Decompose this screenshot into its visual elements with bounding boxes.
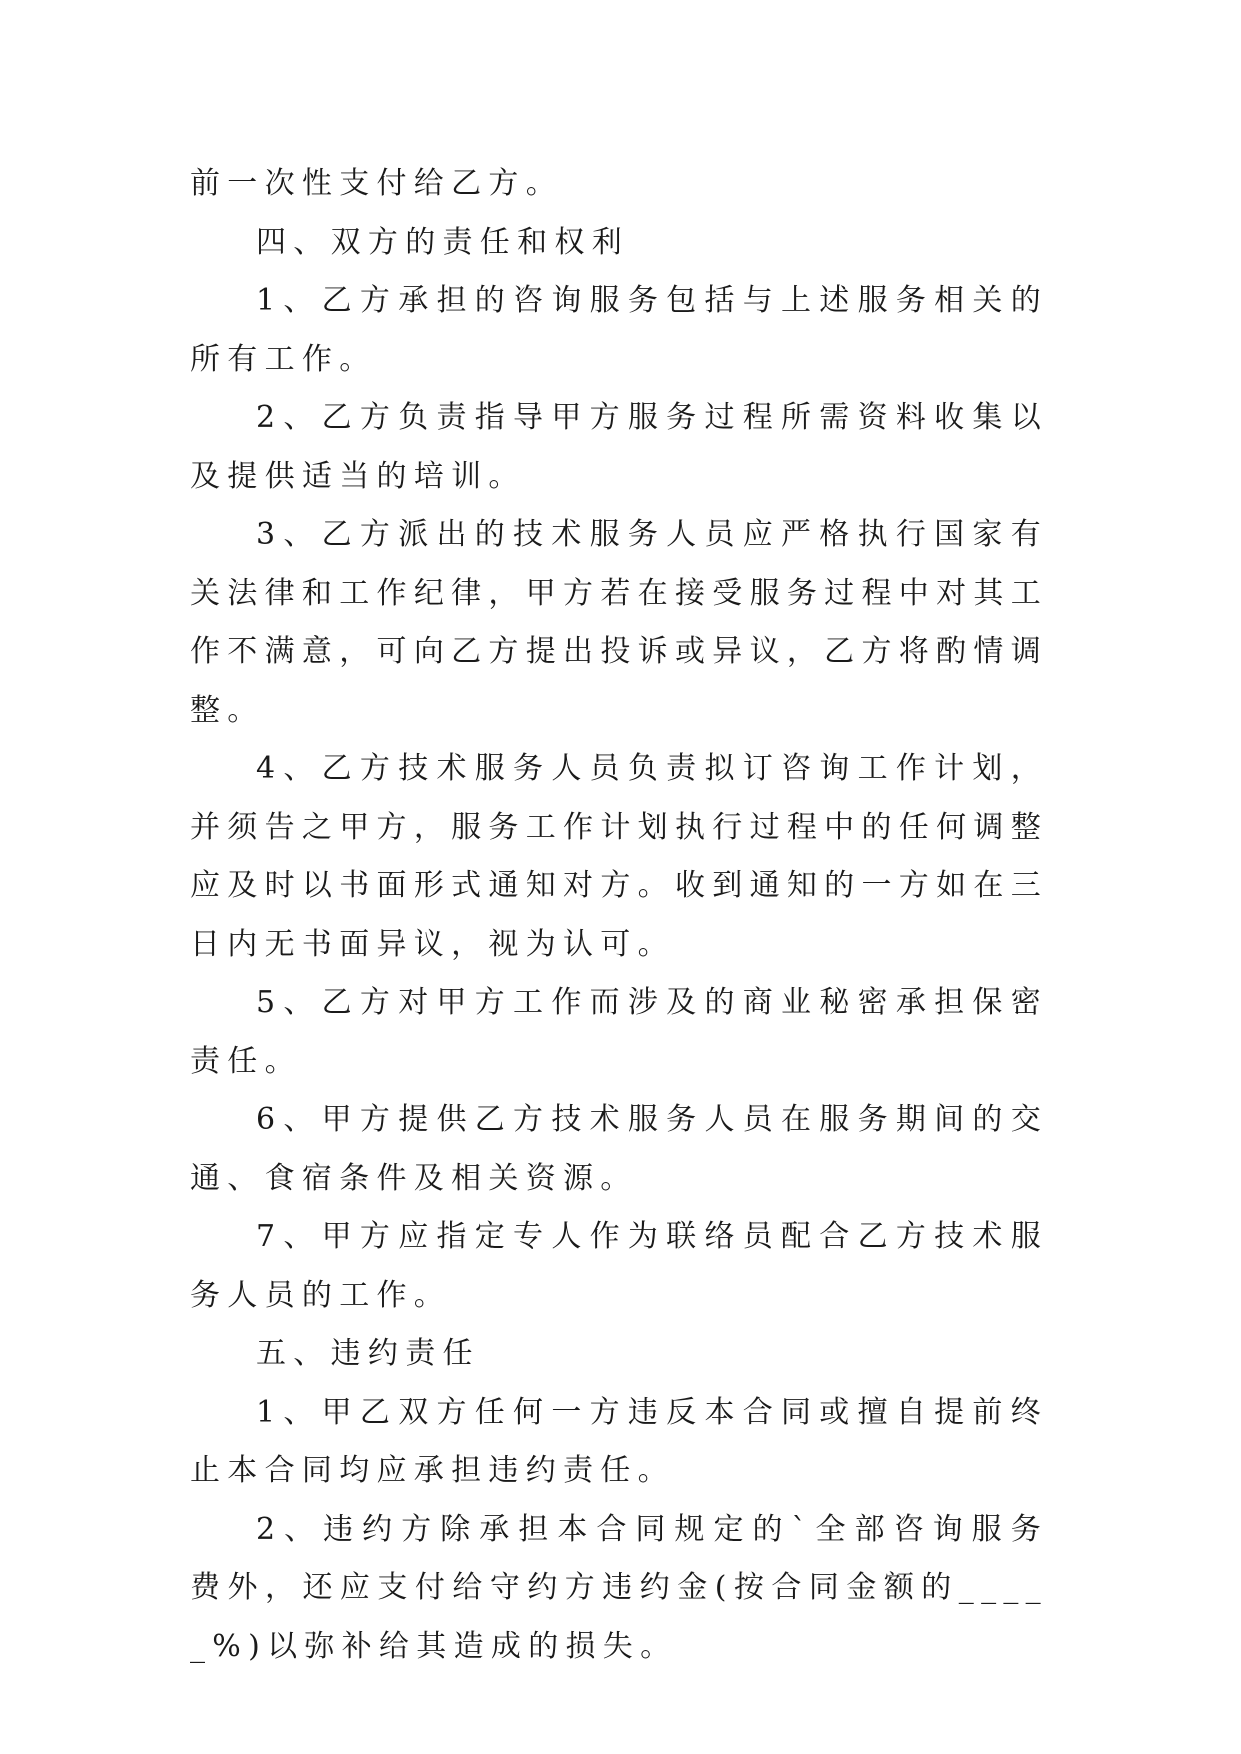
paragraph: 2、违约方除承担本合同规定的`全部咨询服务费外，还应支付给守约方违约金(按合同金额的_____%)以弥补给其造成的损失。 xyxy=(190,1511,1048,1664)
paragraph: 3、乙方派出的技术服务人员应严格执行国家有关法律和工作纪律，甲方若在接受服务过程中对其工作不满意，可向乙方提出投诉或异议，乙方将酌情调整。 xyxy=(190,517,1048,728)
paragraph: 1、乙方承担的咨询服务包括与上述服务相关的所有工作。 xyxy=(190,283,1048,377)
document-page xyxy=(190,155,1048,1676)
paragraph: 前一次性支付给乙方。 xyxy=(190,166,563,201)
paragraph: 2、乙方负责指导甲方服务过程所需资料收集以及提供适当的培训。 xyxy=(190,400,1048,494)
section-heading: 五、违约责任 xyxy=(256,1336,480,1371)
paragraph: 6、甲方提供乙方技术服务人员在服务期间的交通、食宿条件及相关资源。 xyxy=(190,1102,1048,1196)
paragraph: 1、甲乙双方任何一方违反本合同或擅自提前终止本合同均应承担违约责任。 xyxy=(190,1394,1048,1488)
section-heading: 四、双方的责任和权利 xyxy=(256,224,629,260)
paragraph: 5、乙方对甲方工作而涉及的商业秘密承担保密责任。 xyxy=(190,985,1048,1079)
paragraph: 7、甲方应指定专人作为联络员配合乙方技术服务人员的工作。 xyxy=(190,1219,1048,1313)
paragraph: 4、乙方技术服务人员负责拟订咨询工作计划，并须告之甲方，服务工作计划执行过程中的任何调整应及时以书面形式通知对方。收到通知的一方如在三日内无书面异议，视为认可。 xyxy=(190,751,1048,962)
